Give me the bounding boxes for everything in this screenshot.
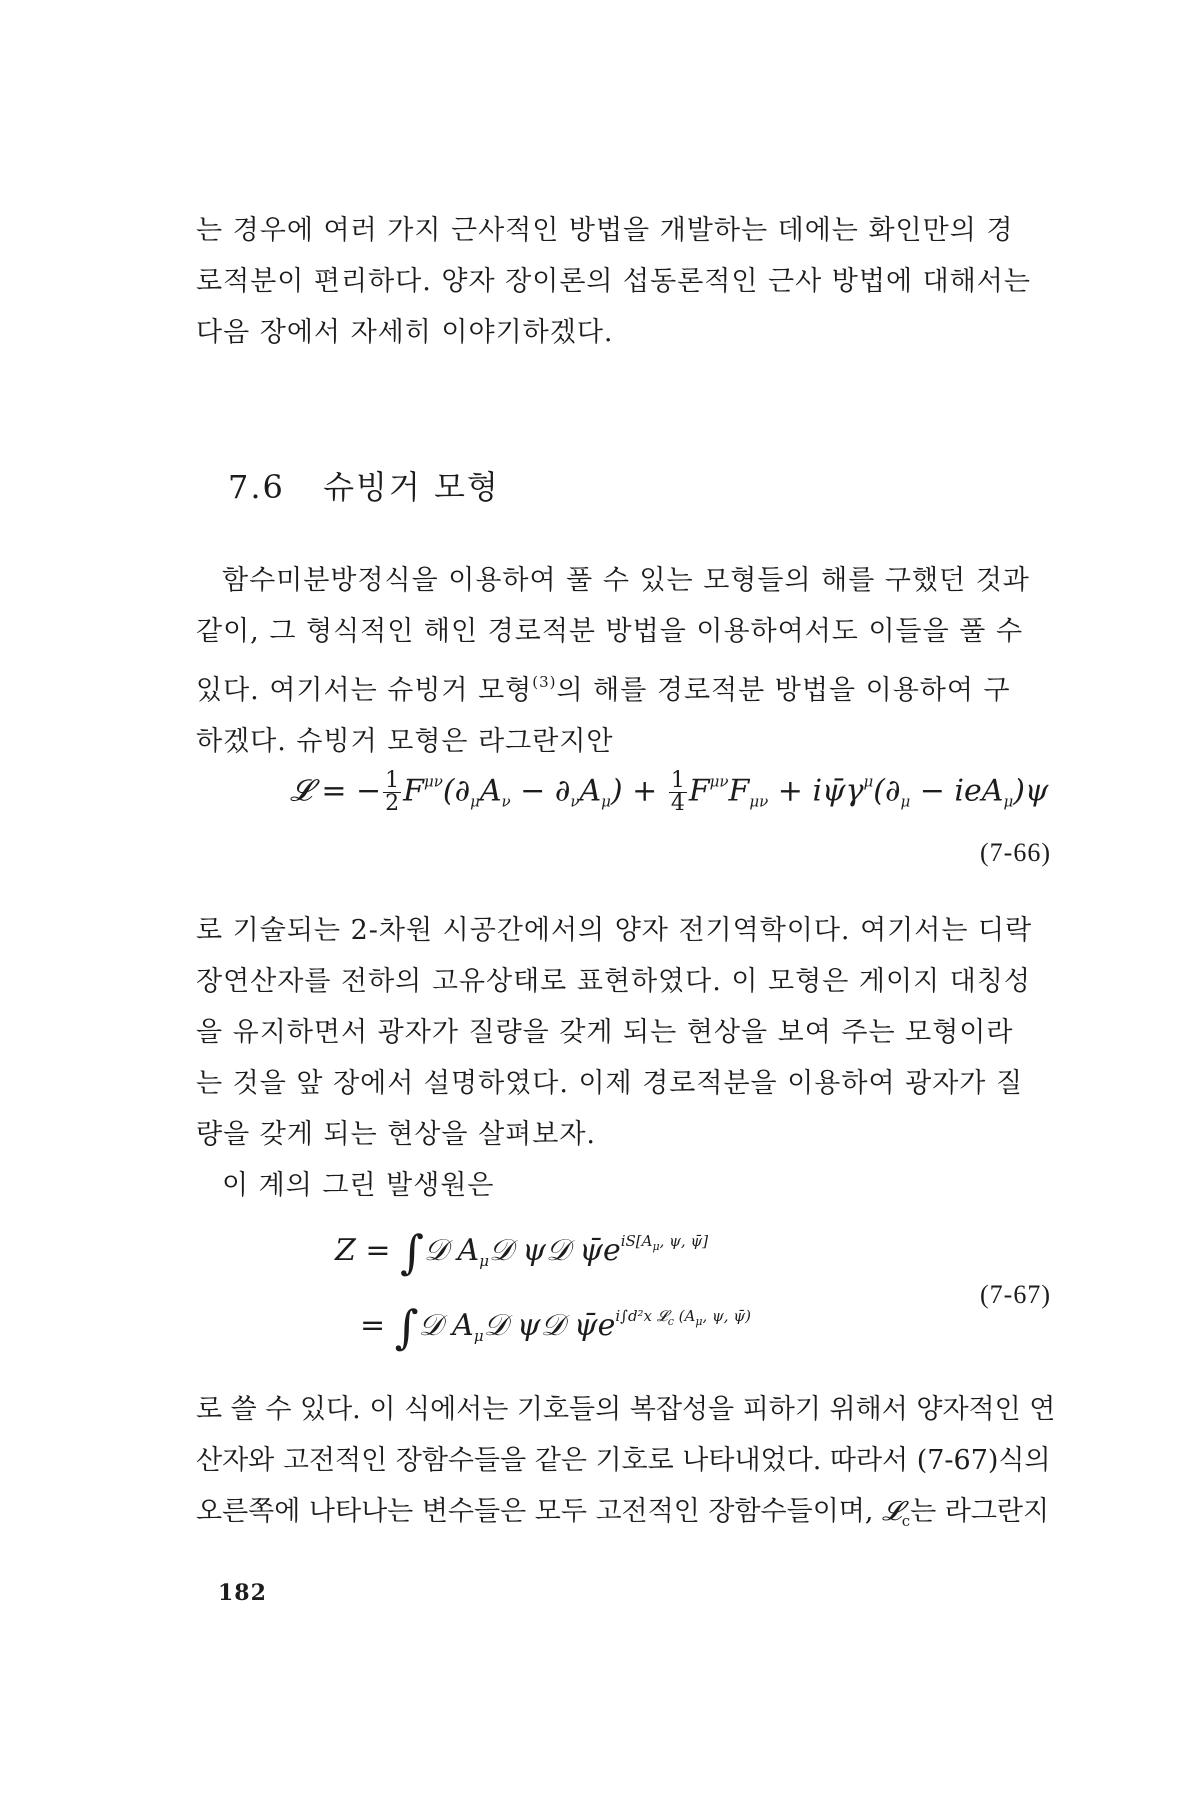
fraction-denominator: 4 bbox=[670, 791, 685, 816]
eq-symbol: 𝒟 A bbox=[418, 1308, 474, 1343]
text-line: 산자와 고전적인 장함수들을 같은 기호로 나타내었다. 따라서 (7-67)식의 bbox=[196, 1445, 1051, 1476]
text-line: 함수미분방정식을 이용하여 풀 수 있는 모형들의 해를 구했던 것과 bbox=[222, 565, 1030, 596]
eq-lhs: 𝓛 = − bbox=[290, 773, 382, 809]
equation-number-7-66: (7-66) bbox=[980, 838, 1051, 867]
eq-superscript: μν bbox=[709, 772, 729, 791]
eq-symbol: − ∂ bbox=[510, 773, 571, 809]
equation-7-67-line-2 bbox=[360, 1300, 751, 1354]
eq-subscript: μ bbox=[900, 792, 911, 811]
text-line: 는 경우에 여러 가지 근사적인 방법을 개발하는 데에는 화인만의 경 bbox=[196, 215, 1014, 246]
eq-superscript: , ψ, ψ̄] bbox=[659, 1232, 709, 1250]
fraction bbox=[669, 770, 687, 815]
eq-symbol: A bbox=[579, 773, 602, 809]
eq-subscript: μ bbox=[1003, 792, 1014, 811]
eq-superscript: , ψ, ψ̄) bbox=[702, 1307, 751, 1325]
text-segment: 는 라그란지 bbox=[910, 1496, 1050, 1527]
text-line: 로적분이 편리하다. 양자 장이론의 섭동론적인 근사 방법에 대해서는 bbox=[196, 266, 1031, 297]
lagrangian-symbol: 𝓛 bbox=[882, 1496, 902, 1527]
paragraph-qed bbox=[196, 905, 1056, 1211]
fraction-numerator: 1 bbox=[670, 768, 685, 793]
eq-symbol: 𝒟 ψ𝒟 ψ̄e bbox=[488, 1233, 621, 1268]
eq-symbol: ) + bbox=[610, 773, 667, 809]
fraction bbox=[383, 770, 401, 815]
text-line: 는 것을 앞 장에서 설명하였다. 이제 경로적분을 이용하여 광자가 질 bbox=[196, 1068, 1024, 1099]
eq-symbol: F bbox=[403, 773, 424, 809]
eq-subscript: c bbox=[901, 1512, 911, 1530]
eq-symbol: (∂ bbox=[442, 773, 471, 809]
eq-subscript: μ bbox=[470, 792, 480, 811]
reference-mark: (3) bbox=[532, 673, 557, 691]
fraction-numerator: 1 bbox=[385, 768, 400, 793]
eq-superscript: iS[A bbox=[620, 1232, 653, 1250]
eq-subscript: c bbox=[667, 1315, 674, 1328]
equation-number-7-67: (7-67) bbox=[980, 1280, 1051, 1309]
eq-symbol: A bbox=[479, 773, 502, 809]
text-line: 장연산자를 전하의 고유상태로 표현하였다. 이 모형은 게이지 대칭성 bbox=[196, 966, 1031, 997]
eq-symbol: (∂ bbox=[873, 773, 901, 809]
eq-lhs: Z = bbox=[335, 1233, 401, 1268]
text-line: 다음 장에서 자세히 이야기하겠다. bbox=[196, 317, 614, 348]
equation-7-66 bbox=[290, 770, 1048, 815]
eq-subscript: μν bbox=[749, 792, 769, 811]
eq-superscript: μ bbox=[863, 772, 874, 791]
text-line: 로 쓸 수 있다. 이 식에서는 기호들의 복잡성을 피하기 위해서 양자적인 연 bbox=[196, 1394, 1056, 1425]
eq-symbol: − ieA bbox=[910, 773, 1004, 809]
eq-subscript: ν bbox=[501, 792, 511, 811]
paragraph-schwinger-intro bbox=[196, 555, 1056, 767]
eq-lhs: = bbox=[360, 1308, 395, 1343]
eq-subscript: ν bbox=[570, 792, 580, 811]
text-line bbox=[196, 657, 1056, 716]
eq-subscript: μ bbox=[479, 1252, 489, 1270]
equation-7-67-line-1 bbox=[335, 1225, 708, 1279]
eq-symbol: 𝒟 A bbox=[424, 1233, 480, 1268]
text-line: 로 기술되는 2-차원 시공간에서의 양자 전기역학이다. 여기서는 디락 bbox=[196, 915, 1033, 946]
text-segment: 오른쪽에 나타나는 변수들은 모두 고전적인 장함수들이며, bbox=[196, 1496, 883, 1527]
eq-symbol: )ψ bbox=[1013, 773, 1049, 809]
fraction-denominator: 2 bbox=[385, 791, 400, 816]
text-line: 같이, 그 형식적인 해인 경로적분 방법을 이용하여서도 이들을 풀 수 bbox=[196, 616, 1024, 647]
integral-sign: ∫ bbox=[400, 1225, 425, 1279]
eq-subscript: μ bbox=[652, 1240, 660, 1253]
integral-sign: ∫ bbox=[394, 1300, 419, 1354]
eq-superscript: μν bbox=[423, 772, 443, 791]
paragraph-notation bbox=[196, 1384, 1056, 1547]
section-title: 슈빙거 모형 bbox=[323, 468, 500, 506]
paragraph-intro bbox=[196, 205, 1056, 358]
eq-subscript: μ bbox=[601, 792, 611, 811]
section-number: 7.6 bbox=[228, 468, 285, 506]
text-segment: 있다. 여기서는 슈빙거 모형 bbox=[196, 675, 533, 706]
eq-symbol: F bbox=[688, 773, 710, 809]
text-line: 을 유지하면서 광자가 질량을 갖게 되는 현상을 보여 주는 모형이라 bbox=[196, 1017, 1014, 1048]
eq-symbol: 𝒟 ψ𝒟 ψ̄e bbox=[483, 1308, 616, 1343]
page-number: 182 bbox=[218, 1580, 267, 1606]
text-line: 량을 갖게 되는 현상을 살펴보자. bbox=[196, 1119, 596, 1150]
eq-subscript: μ bbox=[695, 1315, 703, 1328]
text-line: 이 계의 그린 발생원은 bbox=[222, 1170, 495, 1201]
eq-symbol: + iψ̄γ bbox=[768, 773, 864, 809]
eq-superscript: i∫d²x 𝓛 bbox=[615, 1307, 668, 1325]
text-line: 하겠다. 슈빙거 모형은 라그란지안 bbox=[196, 726, 614, 757]
eq-superscript: (A bbox=[673, 1307, 696, 1325]
section-heading bbox=[228, 465, 500, 509]
text-segment: 의 해를 경로적분 방법을 이용하여 구 bbox=[556, 675, 1011, 706]
text-line bbox=[196, 1486, 1056, 1547]
eq-subscript: μ bbox=[473, 1327, 484, 1345]
eq-symbol: F bbox=[728, 773, 750, 809]
